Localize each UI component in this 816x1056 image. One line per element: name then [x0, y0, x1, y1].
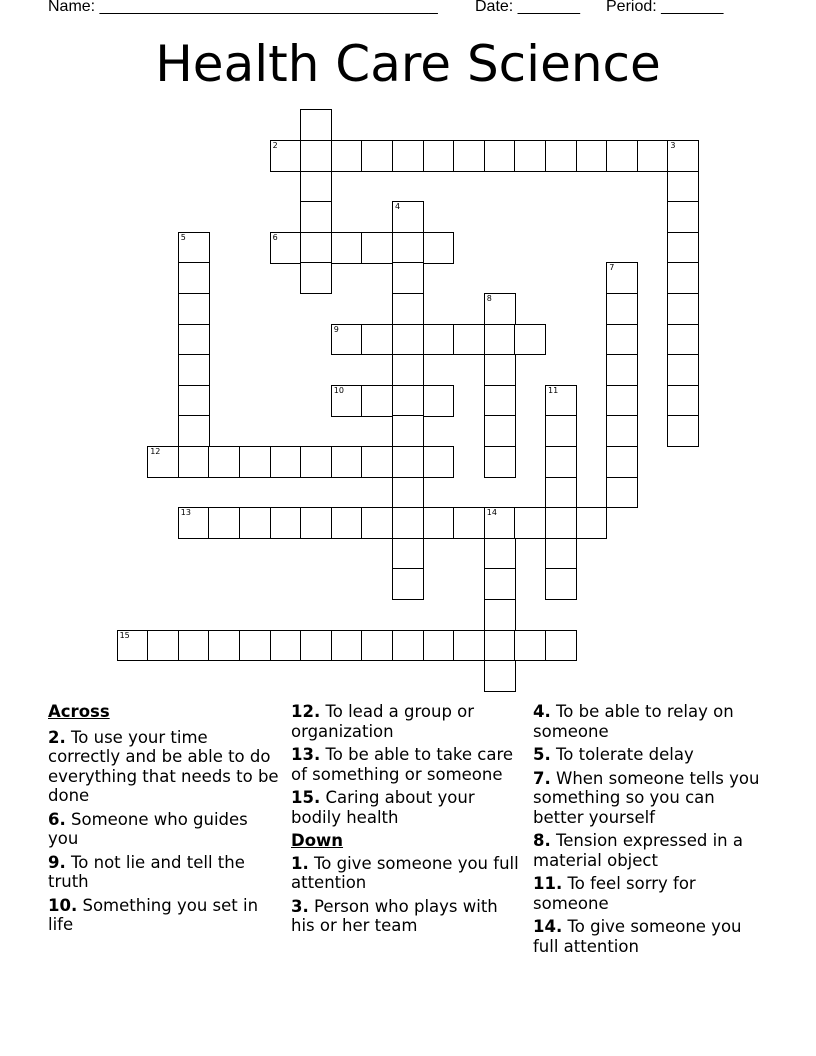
clue-number: 8. — [533, 831, 551, 850]
grid-cell[interactable] — [484, 415, 516, 447]
grid-cell[interactable] — [545, 477, 577, 509]
cell-number: 12 — [150, 447, 161, 456]
grid-cell[interactable] — [270, 232, 302, 264]
grid-cell[interactable] — [453, 324, 485, 356]
down-heading: Down — [291, 831, 344, 850]
grid-cell[interactable] — [545, 568, 577, 600]
grid-cell[interactable] — [178, 385, 210, 417]
grid-cell[interactable] — [300, 446, 332, 478]
grid-cell[interactable] — [331, 232, 363, 264]
grid-cell[interactable] — [178, 262, 210, 294]
grid-cell[interactable] — [239, 446, 271, 478]
grid-cell[interactable] — [178, 630, 210, 662]
clue-across-13 — [291, 745, 526, 784]
grid-cell[interactable] — [423, 507, 455, 539]
clue-down-5 — [533, 745, 768, 765]
grid-cell[interactable] — [178, 293, 210, 325]
grid-cell[interactable] — [545, 446, 577, 478]
grid-cell[interactable] — [545, 630, 577, 662]
cell-number: 6 — [272, 232, 278, 242]
clue-text: To feel sorry for someone — [533, 874, 696, 913]
across-heading: Across — [48, 702, 110, 721]
grid-cell[interactable] — [392, 630, 424, 662]
grid-cell[interactable] — [331, 140, 363, 172]
clue-across-6 — [48, 810, 283, 849]
cell-number: 5 — [180, 232, 186, 242]
grid-cell[interactable] — [392, 507, 424, 539]
grid-cell[interactable] — [392, 477, 424, 509]
cell-number: 8 — [486, 294, 492, 303]
grid-cell[interactable] — [484, 660, 516, 692]
clue-down-14 — [533, 917, 768, 956]
grid-cell[interactable] — [423, 232, 455, 264]
name-field-label[interactable]: Name: ______________________________________ — [48, 0, 438, 15]
grid-cell[interactable] — [361, 385, 393, 417]
grid-cell[interactable] — [545, 140, 577, 172]
grid-cell[interactable] — [667, 201, 699, 233]
grid-cell[interactable] — [453, 140, 485, 172]
grid-cell[interactable] — [606, 262, 638, 294]
grid-cell[interactable] — [300, 109, 332, 141]
grid-cell[interactable] — [667, 262, 699, 294]
clue-number: 2. — [48, 727, 66, 747]
clue-text: To give someone you full attention — [291, 853, 519, 892]
grid-cell[interactable] — [484, 599, 516, 631]
grid-cell[interactable] — [178, 354, 210, 386]
grid-cell[interactable] — [300, 140, 332, 172]
grid-cell[interactable] — [361, 507, 393, 539]
grid-cell[interactable] — [392, 293, 424, 325]
grid-cell[interactable] — [208, 446, 240, 478]
grid-cell[interactable] — [667, 232, 699, 264]
grid-cell[interactable] — [392, 140, 424, 172]
clue-down-7 — [533, 769, 768, 828]
grid-cell[interactable] — [606, 415, 638, 447]
grid-cell[interactable] — [637, 140, 669, 172]
grid-cell[interactable] — [514, 140, 546, 172]
grid-cell[interactable] — [331, 385, 363, 417]
grid-cell[interactable] — [453, 630, 485, 662]
clue-number: 1. — [291, 853, 309, 873]
grid-cell[interactable] — [545, 415, 577, 447]
clue-number: 3. — [291, 896, 309, 916]
cell-number: 2 — [272, 141, 278, 150]
grid-cell[interactable] — [423, 324, 455, 356]
grid-cell[interactable] — [484, 293, 516, 325]
grid-cell[interactable] — [270, 140, 302, 172]
grid-cell[interactable] — [178, 232, 210, 264]
grid-cell[interactable] — [606, 354, 638, 386]
grid-cell[interactable] — [147, 630, 179, 662]
clue-across-12 — [291, 702, 526, 741]
clue-text: To use your time correctly and be able to do everything that needs to be done — [48, 727, 279, 805]
clue-number: 7. — [533, 768, 551, 788]
grid-cell[interactable] — [178, 507, 210, 539]
clue-number: 6. — [48, 809, 66, 829]
grid-cell[interactable] — [514, 324, 546, 356]
clue-across-15 — [291, 788, 526, 827]
page-title: Health Care Science — [155, 35, 661, 93]
clue-text: When someone tells you something so you can better yourself — [533, 768, 760, 827]
clue-across-9 — [48, 853, 283, 892]
cell-number: 7 — [609, 263, 615, 273]
grid-cell[interactable] — [667, 171, 699, 203]
grid-cell[interactable] — [239, 630, 271, 662]
grid-cell[interactable] — [484, 385, 516, 417]
clue-down-11 — [533, 874, 768, 913]
cell-number: 4 — [395, 202, 401, 212]
grid-cell[interactable] — [484, 568, 516, 600]
grid-cell[interactable] — [423, 630, 455, 662]
grid-cell[interactable] — [361, 232, 393, 264]
cell-number: 3 — [670, 141, 676, 150]
cell-number: 14 — [486, 508, 497, 518]
grid-cell[interactable] — [667, 140, 699, 172]
grid-cell[interactable] — [606, 385, 638, 417]
clue-down-3 — [291, 897, 526, 936]
cell-number: 11 — [548, 385, 559, 395]
grid-cell[interactable] — [484, 140, 516, 172]
grid-cell[interactable] — [208, 630, 240, 662]
grid-cell[interactable] — [606, 446, 638, 478]
grid-cell[interactable] — [423, 446, 455, 478]
grid-cell[interactable] — [270, 507, 302, 539]
grid-cell[interactable] — [392, 232, 424, 264]
grid-cell[interactable] — [392, 385, 424, 417]
grid-cell[interactable] — [331, 446, 363, 478]
grid-cell[interactable] — [178, 415, 210, 447]
grid-cell[interactable] — [300, 232, 332, 264]
clue-number: 12. — [291, 702, 321, 721]
cell-number: 9 — [333, 324, 339, 334]
grid-cell[interactable] — [667, 385, 699, 417]
grid-cell[interactable] — [300, 630, 332, 662]
grid-cell[interactable] — [484, 538, 516, 570]
clue-number: 10. — [48, 895, 78, 915]
grid-cell[interactable] — [270, 630, 302, 662]
clues-column-2 — [291, 702, 526, 940]
grid-cell[interactable] — [484, 446, 516, 478]
grid-cell[interactable] — [484, 324, 516, 356]
cell-number: 15 — [119, 630, 130, 640]
grid-cell[interactable] — [178, 446, 210, 478]
clue-text: Caring about your bodily health — [291, 788, 475, 827]
grid-cell[interactable] — [117, 630, 149, 662]
grid-cell[interactable] — [392, 324, 424, 356]
clue-number: 9. — [48, 852, 66, 872]
clue-down-1 — [291, 854, 526, 893]
grid-cell[interactable] — [300, 201, 332, 233]
clue-down-4 — [533, 702, 768, 741]
grid-cell[interactable] — [392, 568, 424, 600]
clue-text: Something you set in life — [48, 895, 259, 934]
period-field-label[interactable]: Period: _______ — [606, 0, 724, 15]
grid-cell[interactable] — [423, 140, 455, 172]
grid-cell[interactable] — [453, 507, 485, 539]
clues-column-1 — [48, 702, 283, 939]
clue-number: 15. — [291, 788, 321, 807]
grid-cell[interactable] — [606, 293, 638, 325]
grid-cell[interactable] — [484, 630, 516, 662]
grid-cell[interactable] — [667, 293, 699, 325]
grid-cell[interactable] — [514, 630, 546, 662]
grid-cell[interactable] — [545, 538, 577, 570]
clue-across-2 — [48, 728, 283, 806]
grid-cell[interactable] — [392, 201, 424, 233]
grid-cell[interactable] — [392, 415, 424, 447]
clue-text: Tension expressed in a material object — [533, 831, 743, 870]
grid-cell[interactable] — [667, 354, 699, 386]
grid-cell[interactable] — [484, 354, 516, 386]
grid-cell[interactable] — [331, 630, 363, 662]
grid-cell[interactable] — [545, 385, 577, 417]
grid-cell[interactable] — [423, 385, 455, 417]
grid-cell[interactable] — [576, 507, 608, 539]
clue-text: To not lie and tell the truth — [48, 852, 245, 891]
clue-text: To lead a group or organization — [291, 702, 475, 741]
grid-cell[interactable] — [361, 140, 393, 172]
grid-cell[interactable] — [606, 477, 638, 509]
clue-text: To be able to take care of something or someone — [291, 745, 514, 784]
clue-number: 11. — [533, 874, 563, 893]
grid-cell[interactable] — [667, 415, 699, 447]
grid-cell[interactable] — [300, 507, 332, 539]
clue-text: Person who plays with his or her team — [291, 896, 498, 935]
grid-cell[interactable] — [667, 324, 699, 356]
grid-cell[interactable] — [361, 630, 393, 662]
grid-cell[interactable] — [514, 507, 546, 539]
grid-cell[interactable] — [147, 446, 179, 478]
grid-cell[interactable] — [270, 446, 302, 478]
grid-cell[interactable] — [331, 324, 363, 356]
cell-number: 13 — [180, 508, 191, 518]
clue-down-8 — [533, 831, 768, 870]
clue-number: 14. — [533, 917, 563, 936]
date-field-label[interactable]: Date: _______ — [475, 0, 580, 15]
clue-text: To be able to relay on someone — [533, 702, 734, 741]
grid-cell[interactable] — [331, 507, 363, 539]
clue-text: To tolerate delay — [556, 745, 694, 764]
grid-cell[interactable] — [606, 140, 638, 172]
clue-text: Someone who guides you — [48, 809, 248, 848]
clue-across-10 — [48, 896, 283, 935]
grid-cell[interactable] — [361, 324, 393, 356]
clue-number: 5. — [533, 745, 551, 764]
cell-number: 10 — [333, 385, 344, 395]
clues-column-3 — [533, 702, 768, 960]
grid-cell[interactable] — [606, 324, 638, 356]
grid-cell[interactable] — [392, 262, 424, 294]
grid-cell[interactable] — [545, 507, 577, 539]
grid-cell[interactable] — [392, 354, 424, 386]
clue-number: 13. — [291, 745, 321, 764]
grid-cell[interactable] — [392, 538, 424, 570]
grid-cell[interactable] — [208, 507, 240, 539]
grid-cell[interactable] — [484, 507, 516, 539]
grid-cell[interactable] — [392, 446, 424, 478]
grid-cell[interactable] — [239, 507, 271, 539]
grid-cell[interactable] — [576, 140, 608, 172]
clue-text: To give someone you full attention — [533, 917, 742, 956]
grid-cell[interactable] — [300, 262, 332, 294]
grid-cell[interactable] — [361, 446, 393, 478]
clue-number: 4. — [533, 702, 551, 721]
grid-cell[interactable] — [178, 324, 210, 356]
grid-cell[interactable] — [300, 171, 332, 203]
